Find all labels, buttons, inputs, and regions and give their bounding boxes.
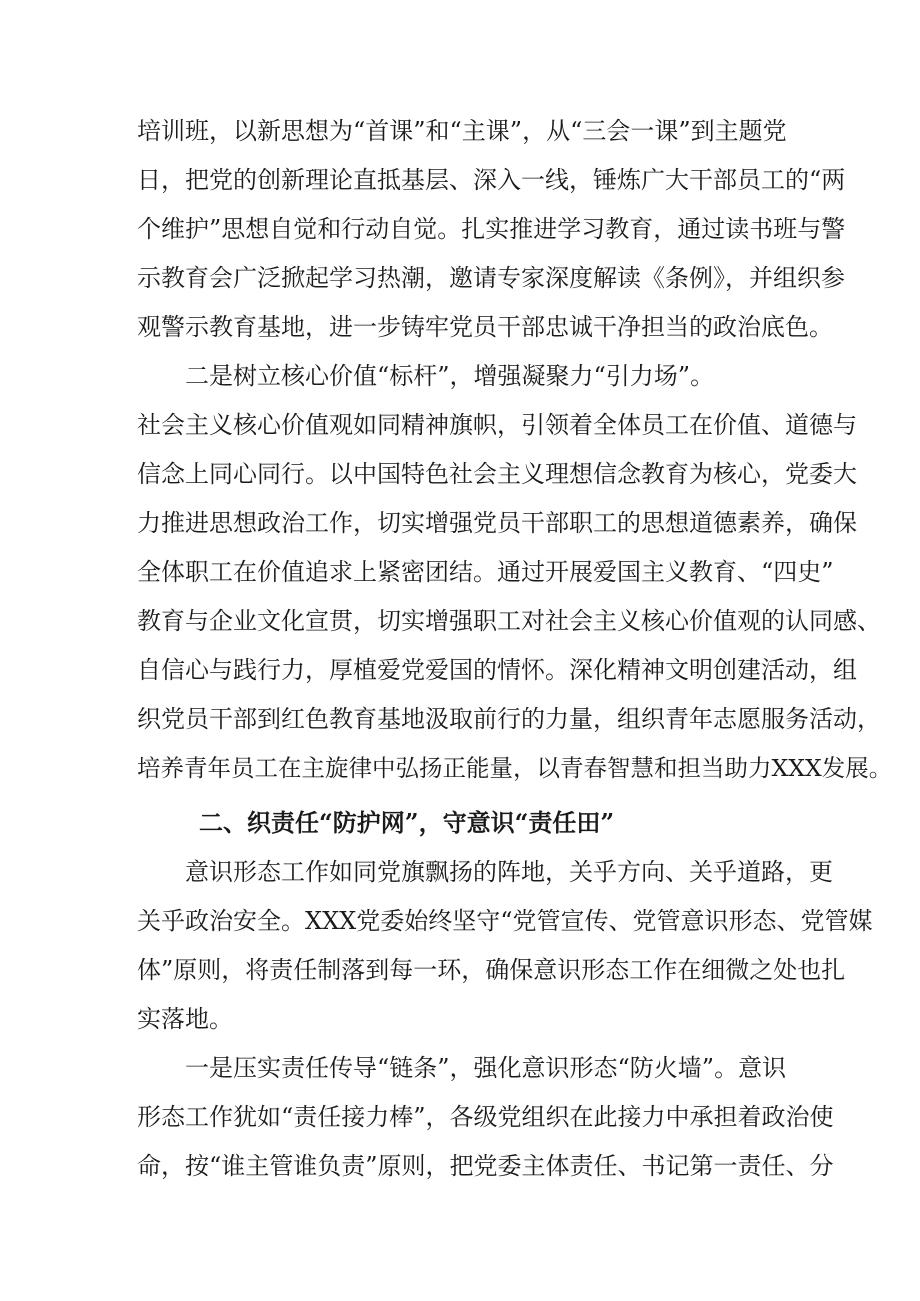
- subheading-line: 二是树立核心价值“标杆”，增强凝聚力“引力场”。: [185, 362, 715, 390]
- paragraph-line: 自信心与践行力，厚植爱党爱国的情怀。深化精神文明创建活动，组: [137, 656, 857, 684]
- paragraph-line: 日，把党的创新理论直抵基层、深入一线，锤炼广大干部员工的“两: [137, 166, 846, 194]
- paragraph-line: 体”原则，将责任制落到每一环，确保意识形态工作在细微之处也扎: [137, 956, 846, 984]
- paragraph-line: 培养青年员工在主旋律中弘扬正能量，以青春智慧和担当助力XXX发展。: [137, 754, 893, 782]
- section-heading: 二、织责任“防护网”，守意识“责任田”: [199, 808, 615, 837]
- paragraph-line: 力推进思想政治工作，切实增强党员干部职工的思想道德素养，确保: [137, 509, 857, 537]
- paragraph-line: 形态工作犹如“责任接力棒”，各级党组织在此接力中承担着政治使: [137, 1103, 834, 1131]
- paragraph-line: 培训班，以新思想为“首课”和“主课”，从“三会一课”到主题党: [137, 117, 787, 145]
- paragraph-line: 社会主义核心价值观如同精神旗帜，引领着全体员工在价值、道德与: [137, 411, 857, 439]
- paragraph-line: 全体职工在价值追求上紧密团结。通过开展爱国主义教育、“四史”: [137, 558, 834, 586]
- paragraph-line: 命，按“谁主管谁负责”原则，把党委主体责任、书记第一责任、分: [137, 1152, 834, 1180]
- subheading-line: 一是压实责任传导“链条”，强化意识形态“防火墙”。意识: [185, 1054, 787, 1082]
- paragraph-line: 教育与企业文化宣贯，切实增强职工对社会主义核心价值观的认同感、: [137, 607, 881, 635]
- paragraph-line: 个维护”思想自觉和行动自觉。扎实推进学习教育，通过读书班与警: [137, 215, 846, 243]
- paragraph-line: 示教育会广泛掀起学习热潮，邀请专家深度解读《条例》，并组织参: [137, 264, 845, 292]
- paragraph-line: 实落地。: [137, 1005, 233, 1033]
- paragraph-line: 关乎政治安全。XXX党委始终坚守“党管宣传、党管意识形态、党管媒: [137, 907, 873, 935]
- paragraph-line: 信念上同心同行。以中国特色社会主义理想信念教育为核心，党委大: [137, 460, 857, 488]
- paragraph-line: 织党员干部到红色教育基地汲取前行的力量，组织青年志愿服务活动，: [137, 705, 881, 733]
- paragraph-line: 意识形态工作如同党旗飘扬的阵地，关乎方向、关乎道路，更: [185, 858, 833, 886]
- paragraph-line: 观警示教育基地，进一步铸牢党员干部忠诚干净担当的政治底色。: [137, 313, 833, 341]
